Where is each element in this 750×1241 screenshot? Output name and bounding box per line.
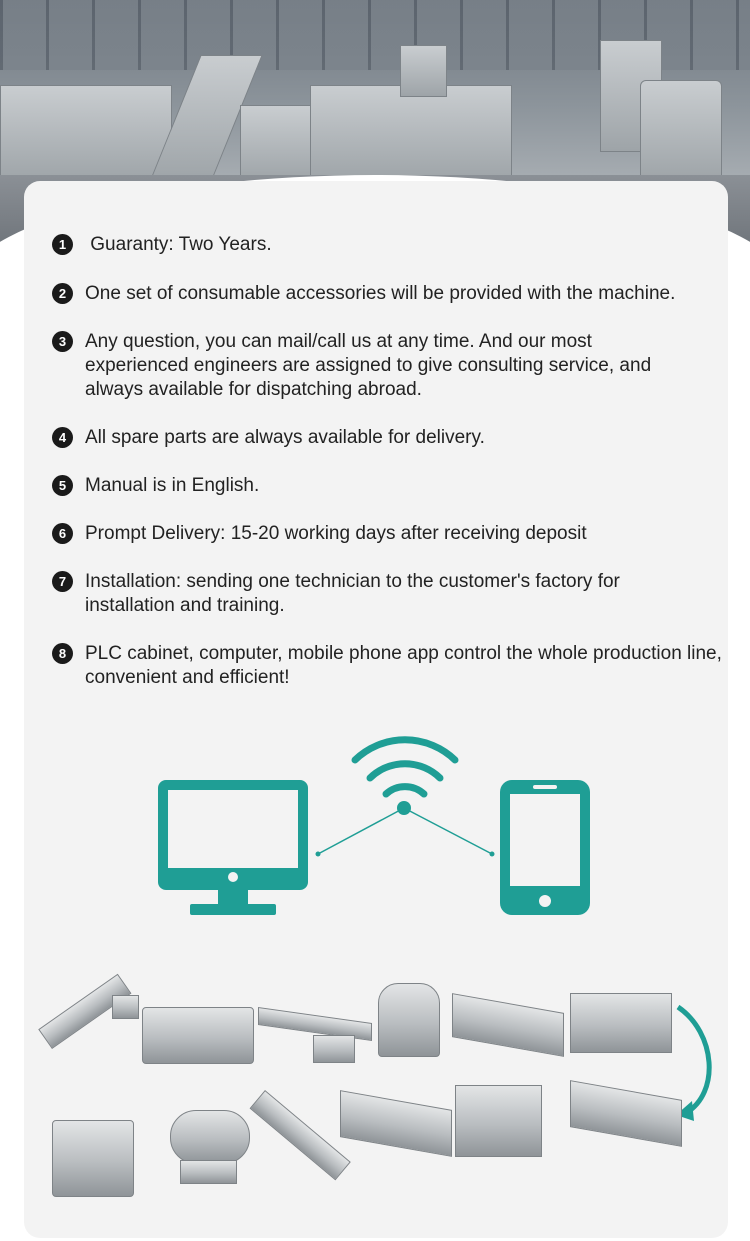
air-cooling-line-image — [570, 1080, 682, 1147]
inclined-conveyor-image — [52, 995, 142, 1070]
feature-item — [52, 474, 725, 498]
feature-item — [52, 570, 665, 618]
feature-text: Prompt Delivery: 15-20 working days after receiving deposit — [85, 523, 587, 544]
bullet-number: 1 — [52, 234, 73, 255]
connection-lines — [316, 808, 495, 857]
monitor-icon — [158, 780, 308, 915]
feature-item — [52, 426, 725, 450]
bullet-number: 2 — [52, 283, 73, 304]
feature-item — [52, 642, 725, 690]
blanching-machine-image — [452, 993, 564, 1057]
belt-conveyor-image — [258, 1015, 370, 1063]
bullet-number: 3 — [52, 331, 73, 352]
machine-silhouette — [400, 45, 447, 97]
de-oiling-machine-image — [340, 1090, 452, 1157]
machine-silhouette — [310, 85, 512, 182]
bullet-number: 4 — [52, 427, 73, 448]
washing-machine-image — [142, 1007, 254, 1064]
production-line-gallery — [40, 975, 720, 1205]
frying-machine-image — [570, 993, 672, 1053]
fryer-image — [455, 1085, 542, 1157]
bullet-number: 6 — [52, 523, 73, 544]
machine-silhouette — [0, 85, 172, 182]
smartphone-icon — [500, 780, 590, 915]
connectivity-illustration — [150, 730, 610, 920]
feature-item — [52, 233, 725, 257]
feature-text: Guaranty: Two Years. — [85, 234, 272, 255]
seasoning-drum-image — [160, 1090, 248, 1185]
feature-text: PLC cabinet, computer, mobile phone app control the whole production line, convenient and efficient! — [85, 643, 722, 688]
bullet-number: 8 — [52, 643, 73, 664]
machine-silhouette — [640, 80, 722, 182]
cutting-machine-image — [378, 983, 440, 1057]
inclined-conveyor-image — [255, 1090, 350, 1180]
bullet-number: 7 — [52, 571, 73, 592]
feature-text: One set of consumable accessories will be provided with the machine. — [85, 283, 676, 304]
wifi-icon — [355, 740, 455, 815]
feature-item — [52, 282, 725, 306]
feature-text: Any question, you can mail/call us at any time. And our most experienced engineers are assigned to give consulting service, and always available for dispatching abroad. — [85, 331, 652, 400]
bullet-number: 5 — [52, 475, 73, 496]
feature-item — [52, 522, 725, 546]
machine-silhouette — [240, 105, 312, 182]
feature-text: All spare parts are always available for delivery. — [85, 427, 485, 448]
feature-text: Installation: sending one technician to the customer's factory for installation and training. — [85, 571, 620, 616]
feature-text: Manual is in English. — [85, 475, 260, 496]
feature-item — [52, 330, 685, 402]
vacuum-packing-machine-image — [52, 1120, 134, 1197]
